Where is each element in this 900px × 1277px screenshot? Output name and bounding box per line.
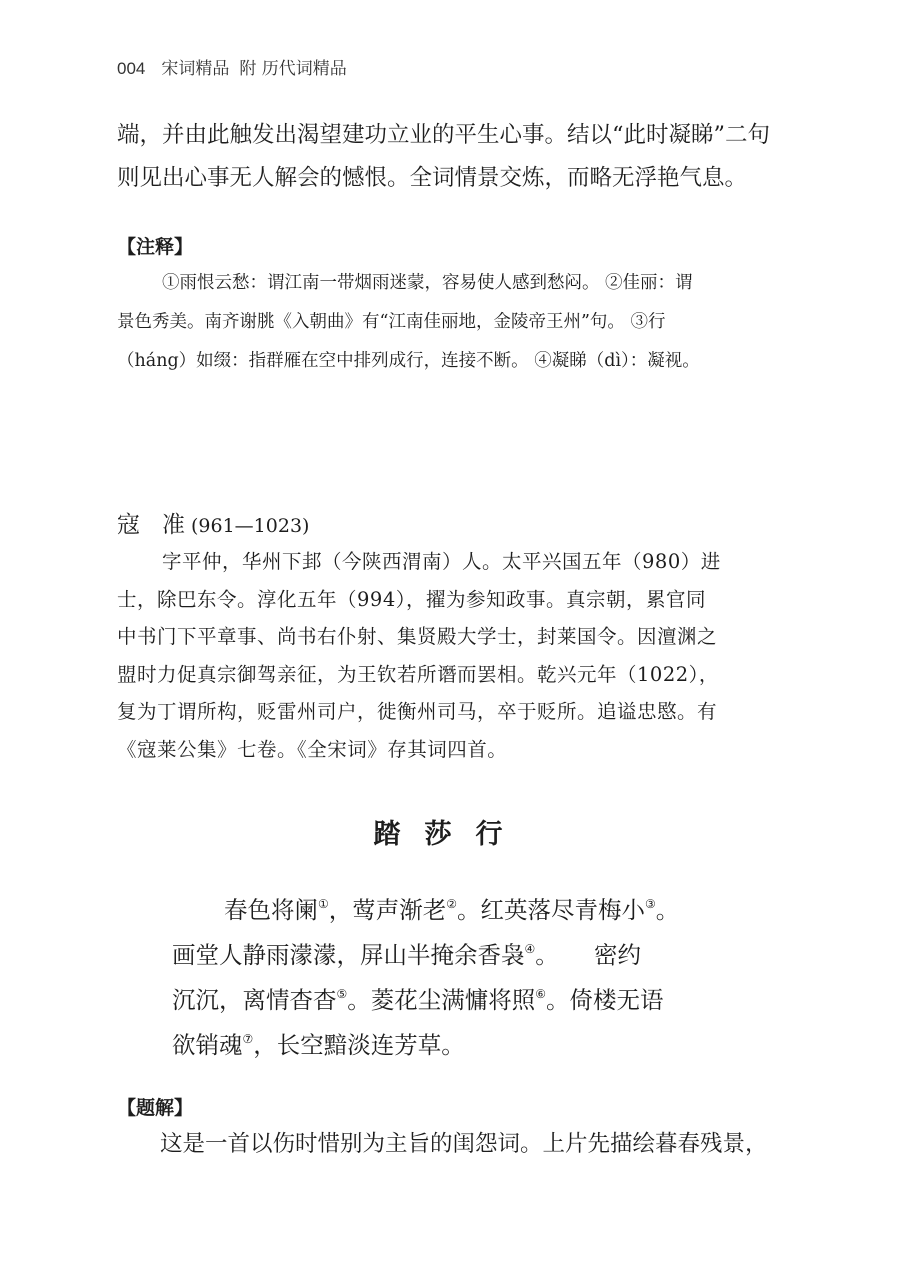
- bio-line: 《寇莱公集》七卷。《全宋词》存其词四首。: [117, 737, 508, 761]
- note-line: ①雨恨云愁：谓江南一带烟雨迷蒙，容易使人感到愁闷。 ②佳丽：谓: [162, 273, 693, 293]
- poem-line: [172, 888, 679, 933]
- poem-line: [172, 978, 679, 1023]
- bio-line: 盟时力促真宗御驾亲征，为王钦若所谮而罢相。乾兴元年（1022），: [117, 662, 719, 686]
- page-number: 004: [117, 59, 146, 78]
- poem-line: [172, 1023, 679, 1068]
- note-marker: ⑦: [242, 1032, 254, 1046]
- author-heading: [117, 506, 309, 539]
- poem-text: 画堂人静雨濛濛，屏山半掩余香袅: [172, 941, 525, 969]
- poem-text: 。菱花尘满慵将照: [347, 986, 536, 1014]
- poem-body: [172, 888, 679, 1068]
- note-marker: ①: [318, 897, 329, 911]
- author-life-dates: (961—1023): [191, 515, 310, 537]
- note-marker: ②: [446, 897, 458, 911]
- poem-text: 。: [655, 896, 680, 924]
- poem-text: 沉沉，离情杳杳: [172, 986, 337, 1014]
- author-name-surname: 寇: [117, 512, 140, 538]
- poem-line: [172, 933, 679, 978]
- note-marker: ④: [524, 942, 536, 956]
- poem-text: 春色将阑: [224, 896, 318, 924]
- poem-text: 欲销魂: [172, 1031, 243, 1059]
- commentary-line: 则见出心事无人解会的憾恨。全词情景交炼，而略无浮艳气息。: [117, 165, 748, 191]
- book-subtitle: 附 历代词精品: [239, 59, 347, 79]
- tijie-heading: 【题解】: [117, 1097, 194, 1119]
- author-name-given: 准: [162, 512, 185, 538]
- bio-line: 复为丁谓所构，贬雷州司户，徙衡州司马，卒于贬所。追谥忠愍。有: [117, 700, 718, 723]
- notes-heading: 【注释】: [117, 236, 194, 258]
- note-marker: ⑥: [535, 987, 547, 1001]
- poem-text: ，长空黯淡连芳草。: [253, 1031, 465, 1059]
- poem-title: 踏莎行: [373, 819, 527, 850]
- note-line: 景色秀美。南齐谢朓《入朝曲》有“江南佳丽地，金陵帝王州”句。 ③行: [117, 312, 666, 332]
- running-header: [117, 54, 347, 79]
- book-title: 宋词精品: [161, 59, 230, 79]
- author-bio: [117, 543, 777, 768]
- bio-line: 字平仲，华州下邽（今陕西渭南）人。太平兴国五年（980）进: [162, 550, 721, 573]
- note-line: （háng）如缀：指群雁在空中排列成行，连接不断。 ④凝睇（dì）：凝视。: [117, 351, 700, 371]
- commentary-line: 端，并由此触发出渴望建功立业的平生心事。结以“此时凝睇”二句: [117, 122, 771, 148]
- tijie-text: 这是一首以伤时惜别为主旨的闺怨词。上片先描绘暮春残景，: [160, 1131, 768, 1157]
- bio-line: 中书门下平章事、尚书右仆射、集贤殿大学士，封莱国令。因澶渊之: [117, 625, 718, 648]
- poem-text: ，莺声渐老: [328, 896, 447, 924]
- notes-body: [117, 264, 777, 381]
- poem-text: 。 密约: [535, 941, 642, 969]
- poem-text: 。倚楼无语: [546, 986, 664, 1014]
- note-marker: ⑤: [336, 987, 348, 1001]
- poem-text: 。红英落尽青梅小: [457, 896, 646, 924]
- note-marker: ③: [645, 897, 656, 911]
- prev-commentary: [117, 114, 777, 200]
- bio-line: 士，除巴东令。淳化五年（994），擢为参知政事。真宗朝，累官同: [117, 587, 706, 611]
